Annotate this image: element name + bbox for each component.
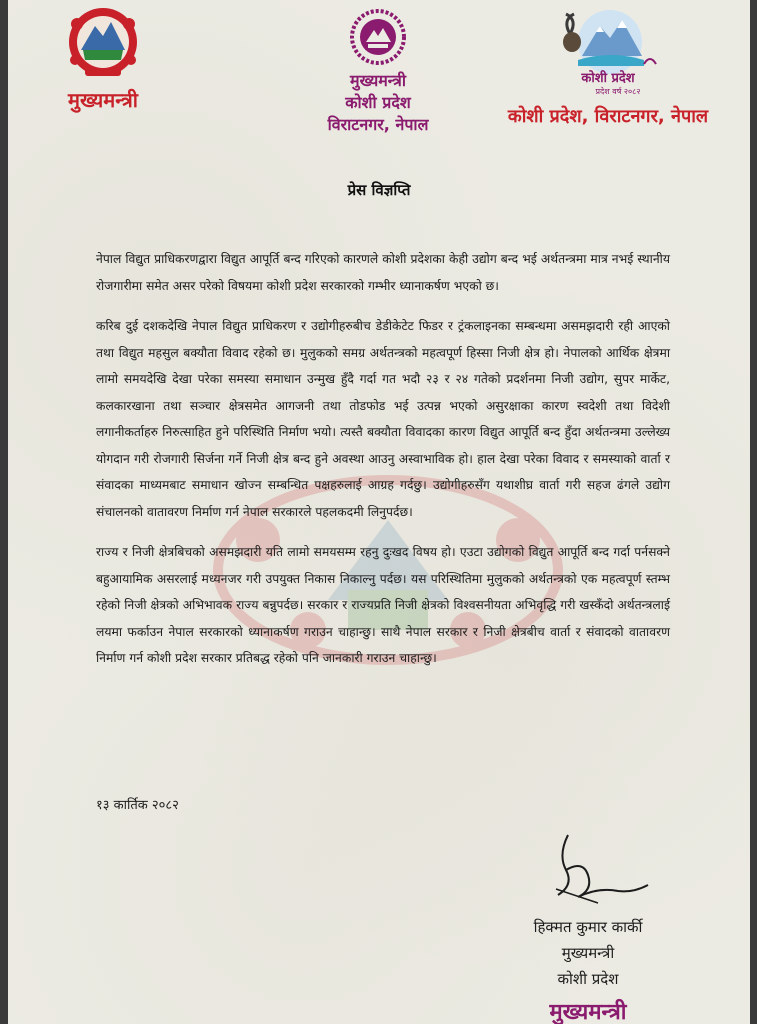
signer-name: हिक्मत कुमार कार्की xyxy=(533,918,643,936)
signature-mark xyxy=(538,825,658,915)
koshi-pradesh-logo-icon xyxy=(548,4,668,96)
header-center-line-3: विराटनगर, नेपाल xyxy=(327,115,429,134)
header-left-label: मुख्यमन्त्री xyxy=(68,88,138,112)
koshi-province-seal-icon xyxy=(348,8,408,66)
press-release-page xyxy=(8,0,750,1024)
header-right-label: कोशी प्रदेश, विराटनगर, नेपाल xyxy=(507,106,709,127)
logo-text: कोशी प्रदेश xyxy=(581,71,635,86)
header-center-line-2: कोशी प्रदेश xyxy=(345,93,411,112)
release-date: १३ कार्तिक २०८२ xyxy=(96,798,179,813)
page-title: प्रेस विज्ञप्ति xyxy=(347,181,411,199)
body-text xyxy=(96,246,670,686)
header-center xyxy=(298,8,458,136)
paragraph-1: नेपाल विद्युत प्राधिकरणद्वारा विद्युत आपूर्ति बन्द गरिएको कारणले कोशी प्रदेशका केही उद्योग बन्द भई अर्थतन्त्रमा मात्र नभई स्थानीय रोजगारीमा समेत असर परेको विषयमा कोशी प्रदेश सरकारको गम्भीर ध्यानाकर्षण भएको छ। xyxy=(96,252,670,293)
header-left xyxy=(48,4,158,113)
logo-subtext: प्रदेश वर्ष २०८२ xyxy=(595,87,641,96)
header-center-line-1: मुख्यमन्त्री xyxy=(350,71,406,90)
stamp-label: मुख्यमन्त्री xyxy=(549,1000,627,1024)
signer-block xyxy=(478,914,698,992)
paragraph-2: करिब दुई दशकदेखि नेपाल विद्युत प्राधिकरण र उद्योगीहरुबीच डेडीकेटेट फिडर र ट्रंकलाइनका सम्बन्धमा असमझदारी रही आएको तथा विद्युत महसुल बक्यौता विवाद रहेको छ। मुलुकको समग्र अर्थतन्त्रको महत्वपूर्ण हिस्सा निजी क्षेत्र हो। नेपालको आर्थिक क्षेत्रमा लामो समयदेखि देखा परेका समस्या समाधान उन्मुख हुँदै गर्दा गत भदौ २३ र २४ गतेको प्रदर्शनमा निजी उद्योग, सुपर मार्केट, कलकारखाना तथा सञ्चार क्षेत्रसमेत आगजनी तथा तोडफोड भई उत्पन्न भएको असुरक्षाका कारण स्वदेशी तथा विदेशी लगानीकर्ताहरु निरुत्साहित हुने परिस्थिति निर्माण भयो। त्यस्तै बक्यौता विवादका कारण विद्युत आपूर्ति बन्द हुँदा अर्थतन्त्रमा उल्लेख्य योगदान गरी रोजगारी सिर्जना गर्ने निजी क्षेत्र बन्द हुने अवस्था आउनु अस्वाभाविक हो। हाल देखा परेका विवाद र समस्याको वार्ता र संवादका माध्यमबाट समाधान खोज्न सम्बन्धित पक्षहरुलाई आग्रह गर्दछु। उद्योगीहरुसँग यथाशीघ्र वार्ता गरी सहज ढंगले उद्योग संचालनको वातावरण निर्माण गर्न नेपाल सरकारले पहलकदमी लिनुपर्दछ। xyxy=(96,319,670,519)
signer-designation: मुख्यमन्त्री xyxy=(561,944,615,962)
nepal-emblem-icon xyxy=(63,4,143,82)
header-right xyxy=(478,4,738,128)
signer-office: कोशी प्रदेश xyxy=(557,970,619,988)
paragraph-3: राज्य र निजी क्षेत्रबिचको असमझदारी यति लामो समयसम्म रहनु दुःखद विषय हो। एउटा उद्योगको विद्युत आपूर्ति बन्द गर्दा पर्नसक्ने बहुआयामिक असरलाई मध्यनजर गरी उपयुक्त निकास निकाल्नु पर्दछ। यस परिस्थितिमा मुलुकको अर्थतन्त्रको एक महत्वपूर्ण स्तम्भ रहेको निजी क्षेत्रको अभिभावक राज्य बन्नुपर्दछ। सरकार र राज्यप्रति निजी क्षेत्रको विश्वसनीयता अभिवृद्धि गरी खस्कँदो अर्थतन्त्रलाई लयमा फर्काउन नेपाल सरकारको ध्यानाकर्षण गराउन चाहान्छु। साथै नेपाल सरकार र निजी क्षेत्रबीच वार्ता र संवादको वातावरण निर्माण गर्न कोशी प्रदेश सरकार प्रतिबद्ध रहेको पनि जानकारी गराउन चाहान्छु। xyxy=(96,545,670,665)
